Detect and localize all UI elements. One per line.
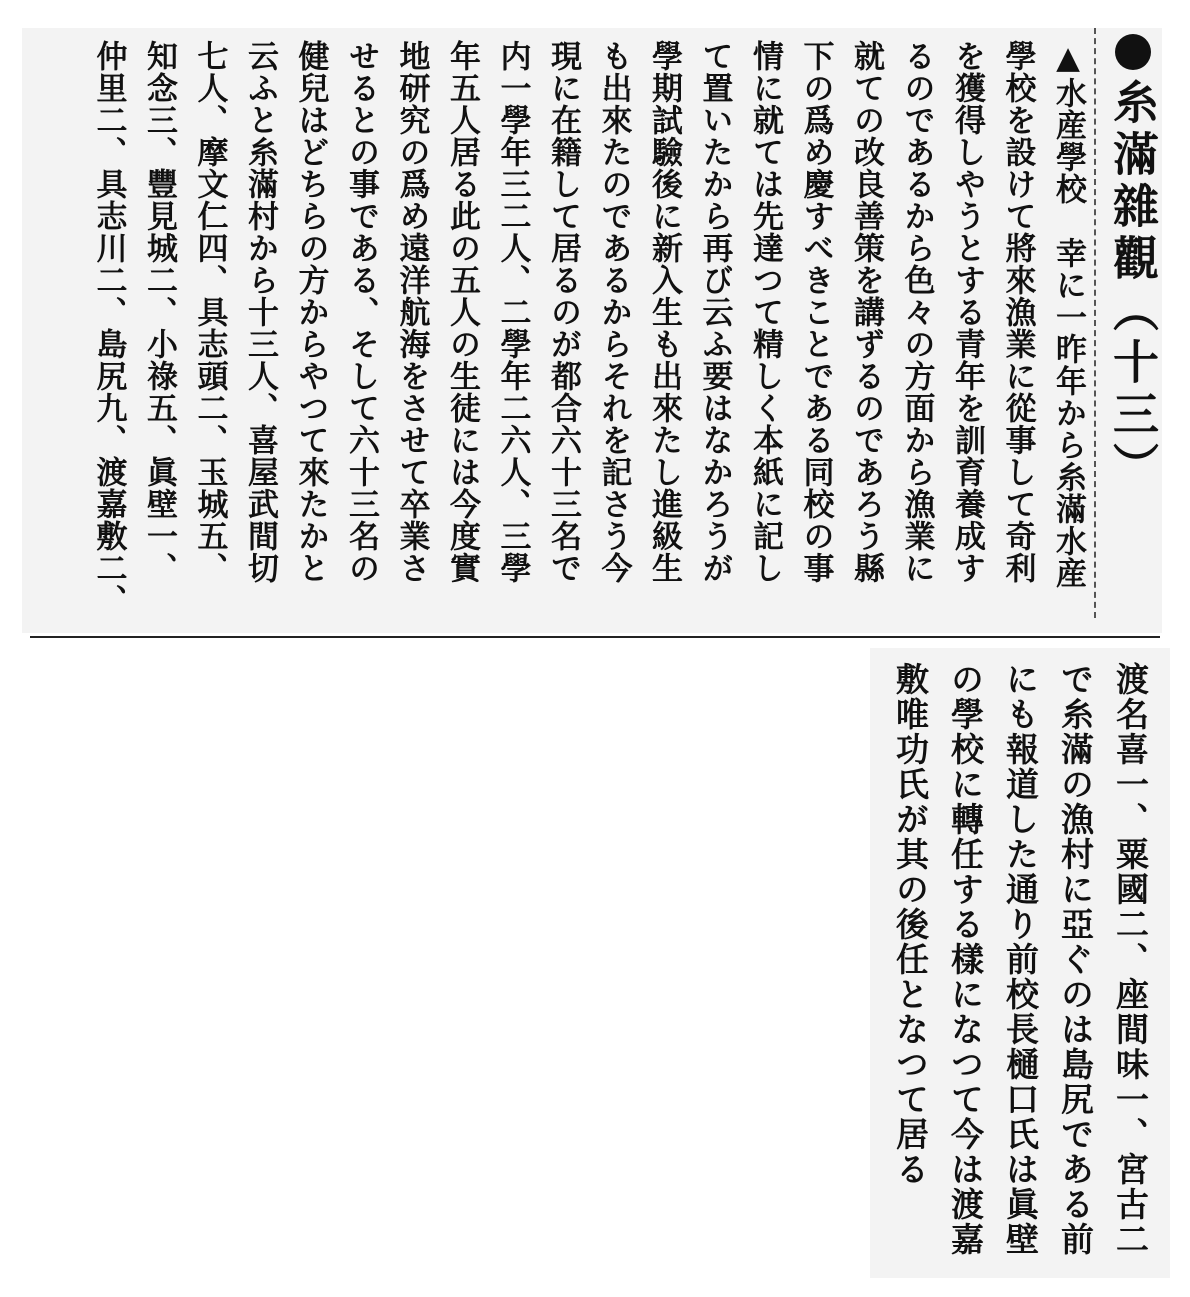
text-column: 渡名喜一、粟國二、座間味一、宮古二 — [1111, 662, 1150, 1257]
text-column: を獲得しやうとする青年を訓育養成す — [949, 40, 985, 584]
text-column: で糸滿の漁村に亞ぐのは島尻である前 — [1056, 662, 1095, 1257]
text-column: 云ふと糸滿村から十三人、喜屋武間切 — [242, 40, 278, 584]
text-column: 地研究の爲め遠洋航海をさせて卒業さ — [393, 40, 430, 584]
text-column: 現に在籍して居るのが都合六十三名で — [545, 40, 581, 584]
text-column: 學校を設けて將來漁業に從事して奇利 — [999, 40, 1036, 584]
text-column: 下の爲め慶すべきことである同校の事 — [797, 40, 834, 584]
text-column: も出來たのであるからそれを記さう今 — [595, 40, 632, 584]
text-column: 敷唯功氏が其の後任となつて居る — [891, 662, 930, 1187]
text-column: 學期試驗後に新入生も出來たし進級生 — [646, 40, 682, 584]
article-title — [1100, 34, 1166, 594]
text-column: て置いたから再び云ふ要はなかろうが — [696, 40, 733, 584]
text-column: ▲水産學校 幸に一昨年から糸滿水産 — [1050, 40, 1086, 589]
text-column: 就ての改良善策を講ずるのであろう縣 — [848, 40, 884, 584]
section-divider — [30, 636, 1160, 638]
text-column: 情に就ては先達つて精しく本紙に記し — [747, 40, 783, 584]
text-column: 知念三、豐見城二、小祿五、眞壁一、 — [141, 40, 177, 584]
text-column: 年五人居る此の五人の生徒には今度實 — [444, 40, 480, 584]
bullet-dot-icon — [1115, 34, 1151, 70]
text-column: 仲里二、具志川二、島尻九、渡嘉敷二、 — [90, 40, 127, 616]
text-column: 内一學年三二人、二學年二六人、三學 — [494, 40, 531, 584]
text-column: 七人、摩文仁四、具志頭二、玉城五、 — [191, 40, 228, 584]
text-column: 健兒はどちらの方からやつて來たかと — [292, 40, 329, 584]
text-column: にも報道した通り前校長樋口氏は眞壁 — [1001, 662, 1040, 1257]
upper-article-block — [22, 28, 1162, 633]
article-title-text: 糸滿雜觀（十三） — [1106, 78, 1160, 494]
text-column: るのであるから色々の方面から漁業に — [898, 40, 935, 584]
text-column: せるとの事である、そして六十三名の — [343, 40, 379, 584]
text-column: の學校に轉任する樣になつて今は渡嘉 — [946, 662, 985, 1257]
lower-article-block — [870, 648, 1170, 1278]
